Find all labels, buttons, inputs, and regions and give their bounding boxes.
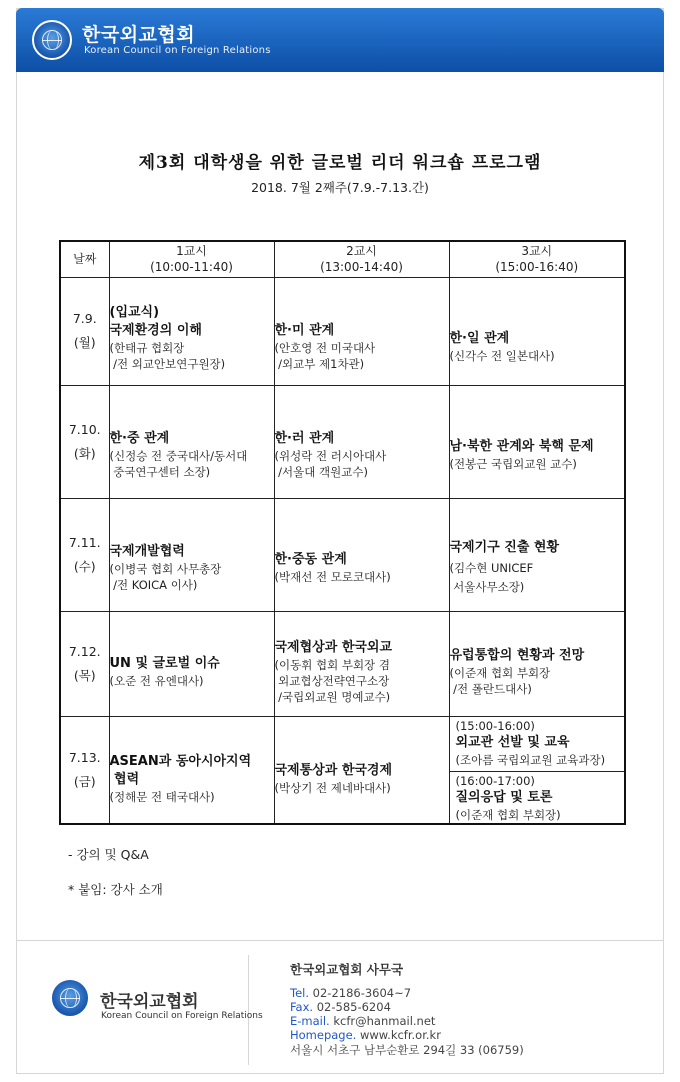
table-row xyxy=(60,277,625,385)
session-cell: 한·러 관계 (위성락 전 러시아대사 /서울대 객원교수) xyxy=(274,385,449,498)
footer-org-name-en: Korean Council on Foreign Relations xyxy=(101,1011,263,1021)
session-cell: 유럽통합의 현황과 전망 (이준재 협회 부회장 /전 폴란드대사) xyxy=(449,611,625,716)
table-header-row xyxy=(60,241,625,277)
footer-address: 서울시 서초구 남부순환로 294길 33 (06759) xyxy=(290,1043,524,1057)
row-date: 7.9. (월) xyxy=(60,277,109,385)
header-period-2: 2교시 (13:00-14:40) xyxy=(274,241,449,277)
session-cell: (입교식) 국제환경의 이해 (한태규 협회장 /전 외교안보연구원장) xyxy=(109,277,274,385)
table-row xyxy=(60,611,625,716)
session-part-2: (16:00-17:00) 질의응답 및 토론 (이준재 협회 부회장) xyxy=(455,773,561,822)
session-cell: 한·미 관계 (안호영 전 미국대사 /외교부 제1차관) xyxy=(274,277,449,385)
org-logo-icon xyxy=(32,20,72,60)
document-subtitle: 2018. 7월 2째주(7.9.-7.13.간) xyxy=(251,180,429,195)
row-date: 7.13. (금) xyxy=(60,716,109,824)
table-row xyxy=(60,716,625,824)
session-cell: 국제협상과 한국외교 (이동휘 협회 부회장 겸 외교협상전략연구소장 /국립외교원 명예교수) xyxy=(274,611,449,716)
footer-logo-icon xyxy=(50,978,90,1018)
header-period-1: 1교시 (10:00-11:40) xyxy=(109,241,274,277)
note-lecture: - 강의 및 Q&A xyxy=(68,847,149,862)
session-cell-split xyxy=(449,716,625,824)
table-row xyxy=(60,385,625,498)
session-cell: ASEAN과 동아시아지역 협력 (정해문 전 태국대사) xyxy=(109,716,274,824)
footer-homepage[interactable]: Homepage. www.kcfr.or.kr xyxy=(290,1028,441,1042)
footer-tel: Tel. 02-2186-3604~7 xyxy=(290,986,412,1000)
session-cell: UN 및 글로벌 이슈 (오준 전 유엔대사) xyxy=(109,611,274,716)
session-cell: 한·일 관계 (신각수 전 일본대사) xyxy=(449,277,625,385)
row-date: 7.11. (수) xyxy=(60,498,109,611)
header-period-3: 3교시 (15:00-16:40) xyxy=(449,241,625,277)
session-cell: 한·중 관계 (신정승 전 중국대사/동서대 중국연구센터 소장) xyxy=(109,385,274,498)
table-row xyxy=(60,498,625,611)
footer-office: 한국외교협회 사무국 xyxy=(290,962,404,977)
row-date: 7.12. (목) xyxy=(60,611,109,716)
header-org-name: 한국외교협회 xyxy=(82,24,196,46)
footer-divider xyxy=(16,940,664,941)
footer-email[interactable]: E-mail. kcfr@hanmail.net xyxy=(290,1014,436,1028)
footer-fax: Fax. 02-585-6204 xyxy=(290,1000,391,1014)
session-cell: 남·북한 관계와 북핵 문제 (전봉근 국립외교원 교수) xyxy=(449,385,625,498)
session-cell: 국제개발협력 (이병국 협회 사무총장 /전 KOICA 이사) xyxy=(109,498,274,611)
footer-separator xyxy=(248,955,249,1065)
note-attachment: * 붙임: 강사 소개 xyxy=(68,882,163,897)
header-date: 날짜 xyxy=(60,241,109,277)
header-org-name-en: Korean Council on Foreign Relations xyxy=(84,45,271,56)
session-cell: 국제기구 진출 현황 (김수현 UNICEF 서울사무소장) xyxy=(449,498,625,611)
session-part-1: (15:00-16:00) 외교관 선발 및 교육 (조아름 국립외교원 교육과장) xyxy=(450,717,625,772)
schedule-table xyxy=(59,240,626,825)
header-banner xyxy=(16,8,664,72)
session-cell: 국제통상과 한국경제 (박상기 전 제네바대사) xyxy=(274,716,449,824)
document-title: 제3회 대학생을 위한 글로벌 리더 워크숍 프로그램 xyxy=(138,153,542,173)
footer-org-name: 한국외교협회 xyxy=(100,992,199,1012)
row-date: 7.10. (화) xyxy=(60,385,109,498)
session-cell: 한·중동 관계 (박재선 전 모로코대사) xyxy=(274,498,449,611)
